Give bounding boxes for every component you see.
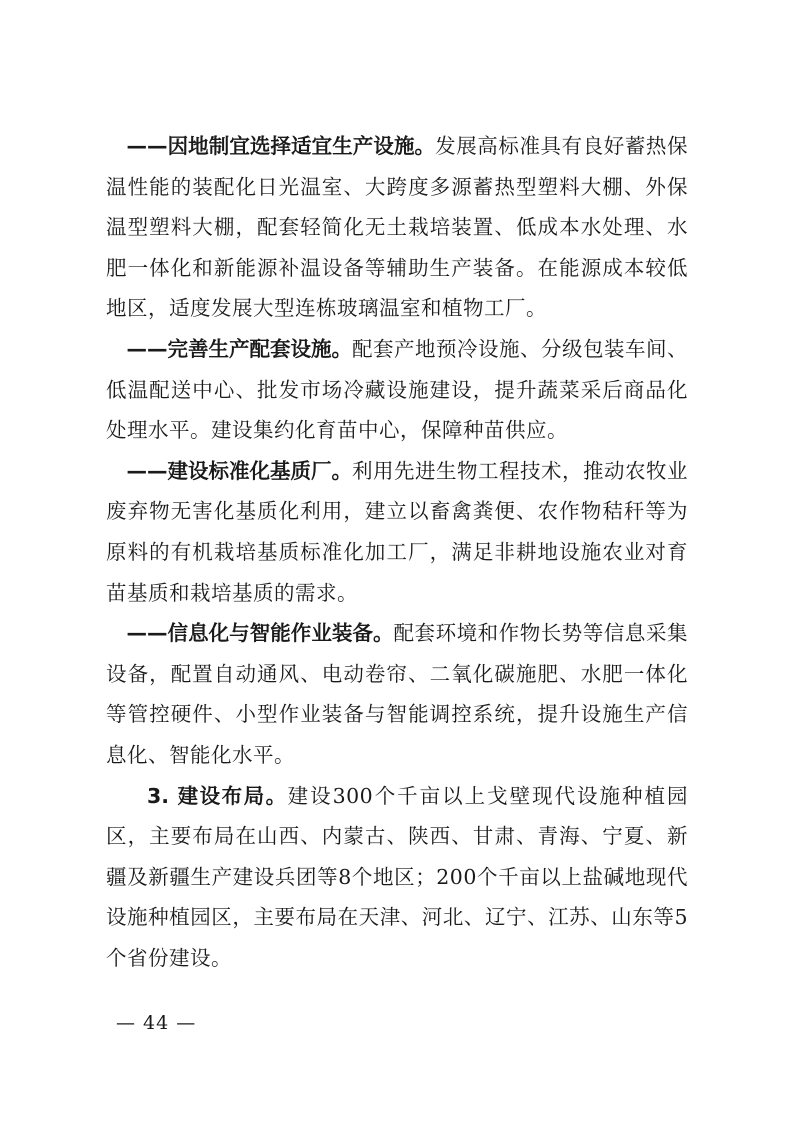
paragraph-production-facilities — [106, 126, 688, 329]
paragraph-text: 建设300个千亩以上戈壁现代设施种植园区，主要布局在山西、内蒙古、陕西、甘肃、青海、宁夏、新疆及新疆生产建设兵团等8个地区；200个千亩以上盐碱地现代设施种植园区，主要布局在天津、河北、辽宁、江苏、山东等5个省份建设。 — [106, 783, 688, 970]
paragraph-text: 发展高标准具有良好蓄热保温性能的装配化日光温室、大跨度多源蓄热型塑料大棚、外保温型塑料大棚，配套轻简化无土栽培装置、低成本水处理、水肥一体化和新能源补温设备等辅助生产装备。在能源成本较低地区，适度发展大型连栋玻璃温室和植物工厂。 — [106, 134, 689, 321]
document-body — [106, 126, 688, 978]
paragraph-heading: ——因地制宜选择适宜生产设施。 — [126, 134, 436, 158]
paragraph-text: 配套环境和作物长势等信息采集设备，配置自动通风、电动卷帘、二氧化碳施肥、水肥一体化等管控硬件、小型作业装备与智能调控系统，提升设施生产信息化、智能化水平。 — [106, 621, 689, 767]
paragraph-heading: 3. 建设布局。 — [147, 783, 288, 808]
page-number: — 44 — — [116, 1012, 197, 1034]
paragraph-construction-layout — [106, 776, 688, 979]
paragraph-heading: ——信息化与智能作业装备。 — [126, 621, 394, 646]
paragraph-heading: ——建设标准化基质厂。 — [126, 458, 352, 483]
paragraph-text: 利用先进生物工程技术，推动农牧业废弃物无害化基质化利用，建立以畜禽粪便、农作物秸秆等为原料的有机栽培基质标准化加工厂，满足非耕地设施农业对育苗基质和栽培基质的需求。 — [106, 458, 688, 605]
paragraph-supporting-facilities — [106, 329, 688, 451]
paragraph-heading: ——完善生产配套设施。 — [126, 336, 352, 361]
paragraph-text: 配套产地预冷设施、分级包装车间、低温配送中心、批发市场冷藏设施建设，提升蔬菜采后商品化处理水平。建设集约化育苗中心，保障种苗供应。 — [106, 336, 688, 443]
paragraph-substrate-factory — [106, 451, 688, 613]
paragraph-smart-equipment — [106, 613, 688, 775]
